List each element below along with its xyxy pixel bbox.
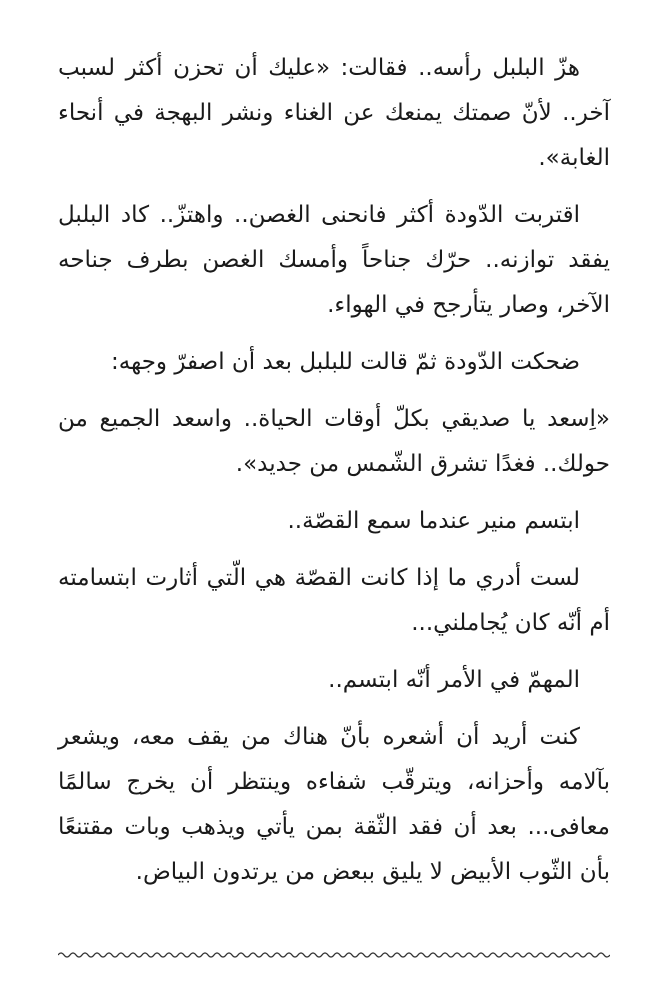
paragraph-7: المهمّ في الأمر أنّه ابتسم..	[328, 667, 580, 693]
paragraph-2: اقتربت الدّودة أكثر فانحنى الغصن.. واهتزّ.. كاد البلبل يفقد توازنه.. حرّك جناحاً وأمسك الغصن بطرف جناحه الآخر، وصار يتأرجح في الهواء.	[58, 202, 610, 318]
paragraph-3: ضحكت الدّودة ثمّ قالت للبلبل بعد أن اصفرّ وجهه:	[111, 349, 580, 375]
paragraph-1: هزّ البلبل رأسه.. فقالت: «عليك أن تحزن أكثر لسبب آخر.. لأنّ صمتك يمنعك عن الغناء ونشر البهجة في أنحاء الغابة».	[58, 55, 610, 171]
paragraph-8: كنت أريد أن أشعره بأنّ هناك من يقف معه، ويشعر بآلامه وأحزانه، ويترقّب شفاءه وينتظر أن يخرج سالمًا معافى... بعد أن فقد الثّقة بمن يأتي ويذهب وبات مقتنعًا بأن الثّوب الأبيض لا يليق ببعض من يرتدون البياض.	[58, 724, 610, 885]
paragraph-6: لست أدري ما إذا كانت القصّة هي الّتي أثارت ابتسامته أم أنّه كان يُجاملني...	[58, 565, 610, 636]
page-body	[58, 46, 610, 907]
wavy-divider	[58, 948, 610, 962]
paragraph-5: ابتسم منير عندما سمع القصّة..	[287, 508, 580, 534]
paragraph-4: «اِسعد يا صديقي بكلّ أوقات الحياة.. واسعد الجميع من حولك.. فغدًا تشرق الشّمس من جديد».	[58, 406, 610, 477]
